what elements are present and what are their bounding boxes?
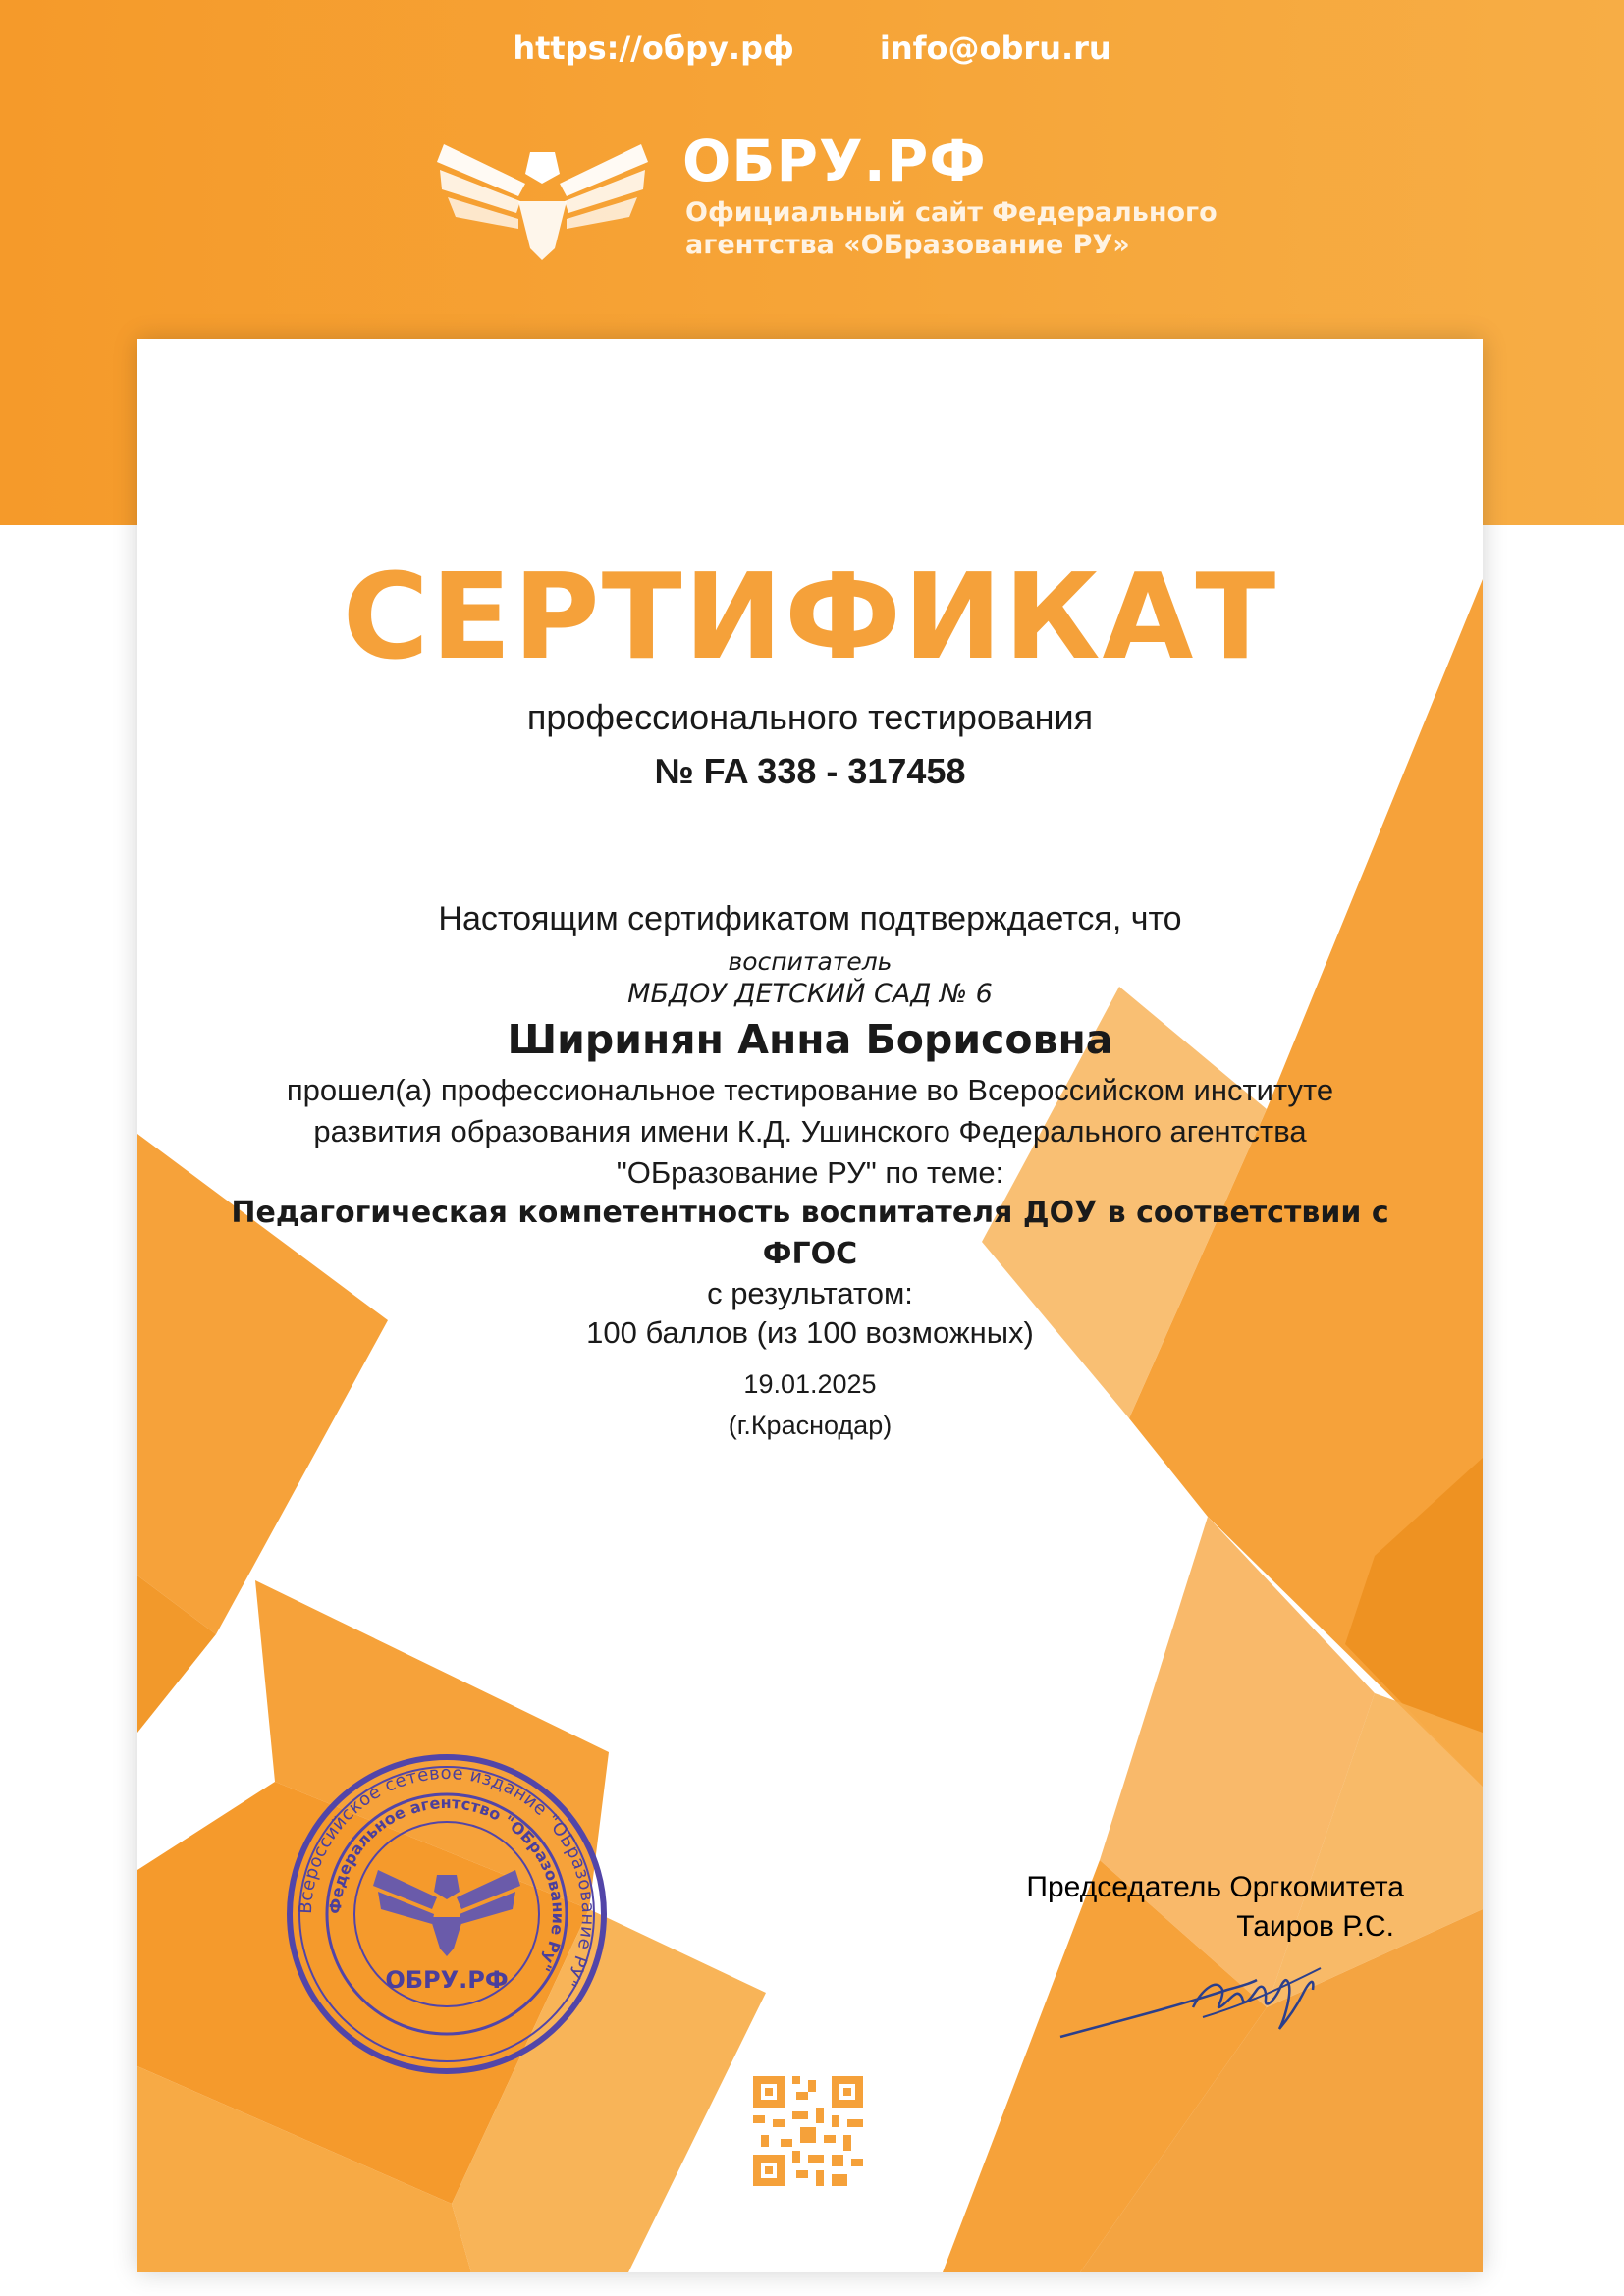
seal-outer-text: Всероссийское сетевое издание "ОБразование РУ" xyxy=(295,1762,599,1991)
website-link[interactable]: https://обру.рф xyxy=(513,29,794,67)
chairman-role: Председатель Оргкомитета xyxy=(1026,1871,1404,1903)
certificate-body xyxy=(137,1070,1483,1194)
person-position: воспитатель xyxy=(728,947,893,976)
issue-date: 19.01.2025 xyxy=(743,1369,877,1399)
header-logo xyxy=(432,123,1414,270)
person-organization: МБДОУ ДЕТСКИЙ САД № 6 xyxy=(627,979,993,1009)
seal-inner-text: Федеральное агентство "ОБразование Ру" xyxy=(325,1792,568,1975)
issue-city: (г.Краснодар) xyxy=(728,1411,893,1440)
qr-code-icon[interactable] xyxy=(753,2076,863,2186)
eagle-logo-icon xyxy=(432,123,653,270)
logo-title: ОБРУ.РФ xyxy=(682,128,987,194)
seal-center-text: ОБРУ.РФ xyxy=(385,1966,509,1994)
body-line: прошел(а) профессиональное тестирование во Всероссийском институте xyxy=(286,1073,1334,1107)
body-line: развития образования имени К.Д. Ушинского Федерального агентства xyxy=(313,1114,1307,1148)
official-seal xyxy=(285,1752,609,2076)
handwritten-signature xyxy=(1056,1929,1350,2066)
chairman-name: Таиров Р.С. xyxy=(1236,1910,1394,1943)
logo-subtitle-line2: агентства «ОБразование РУ» xyxy=(685,230,1130,260)
body-line: "ОБразование РУ" по теме: xyxy=(616,1155,1004,1190)
header-links xyxy=(0,29,1624,67)
certificate-sheet xyxy=(137,339,1483,2272)
certificate-title: СЕРТИФИКАТ xyxy=(342,550,1278,686)
certificate-subtitle: профессионального тестирования xyxy=(526,697,1094,737)
email-link[interactable]: info@obru.ru xyxy=(879,29,1111,67)
test-topic xyxy=(137,1193,1483,1275)
test-score: 100 баллов (из 100 возможных) xyxy=(586,1315,1034,1350)
logo-subtitle-line1: Официальный сайт Федерального xyxy=(685,197,1218,228)
certificate-number: № FA 338 - 317458 xyxy=(654,751,966,791)
confirm-text: Настоящим сертификатом подтверждается, что xyxy=(438,900,1182,937)
person-name: Ширинян Анна Борисовна xyxy=(507,1016,1113,1063)
result-label: с результатом: xyxy=(707,1276,913,1310)
topic-line: Педагогическая компетентность воспитателя ДОУ в соответствии с xyxy=(231,1196,1389,1230)
topic-line: ФГОС xyxy=(762,1237,858,1271)
logo-subtitle xyxy=(685,196,1274,261)
